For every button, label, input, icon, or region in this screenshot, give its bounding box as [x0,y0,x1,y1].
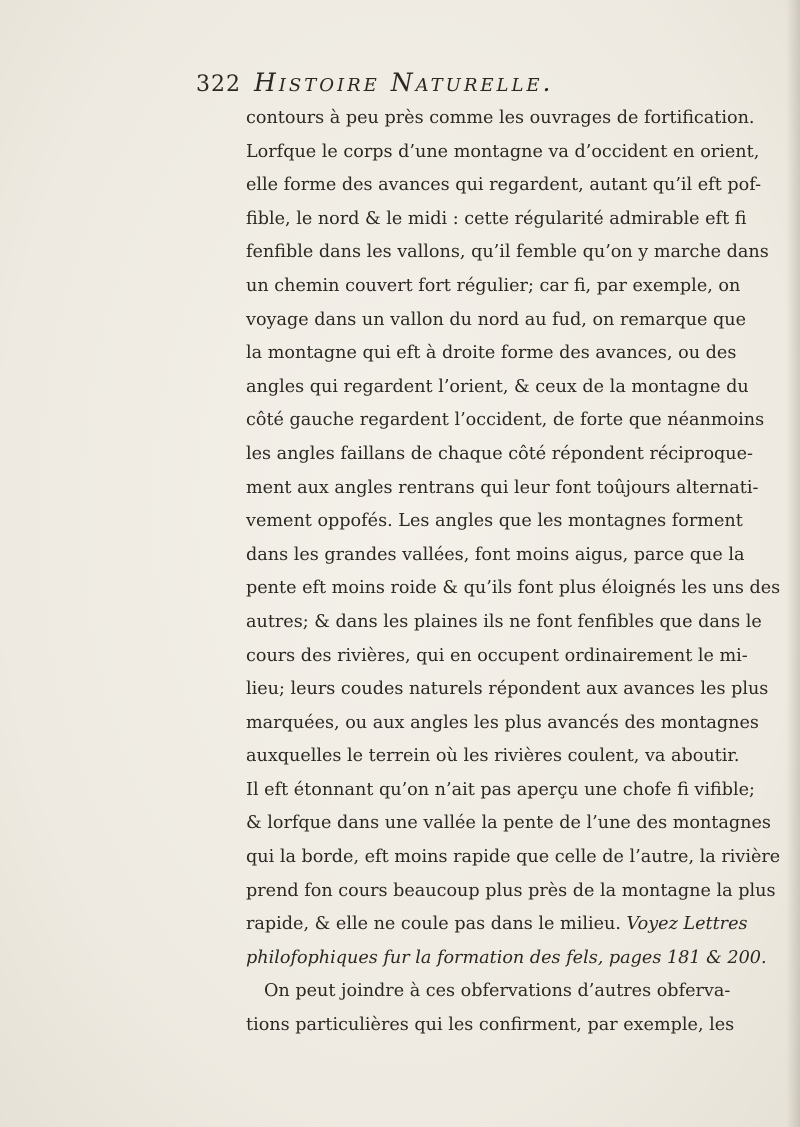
body-text [246,102,781,1043]
text-line: autres; & dans les plaines ils ne font fenfibles que dans le [246,611,762,632]
paragraph-start: On peut joindre à ces obfervations d’autres obferva- [264,981,731,1002]
text-line [246,942,767,976]
text-line: angles qui regardent l’orient, & ceux de la montagne du [246,376,749,397]
text-line: prend fon cours beaucoup plus près de la montagne la plus [246,880,776,901]
text-line: Lorfque le corps d’une montagne va d’occident en orient, [246,141,760,162]
text-line: cours des rivières, qui en occupent ordinairement le mi- [246,645,748,666]
text-line: marquées, ou aux angles les plus avancés des montagnes [246,712,759,733]
text-line: auxquelles le terrein où les rivières coulent, va aboutir. [246,746,740,767]
reference-italic: philofophiques fur la formation des fels, pages 181 & 200. [246,947,767,968]
text-line-prefix: rapide, & elle ne coule pas dans le milieu. [246,914,621,935]
text-line: voyage dans un vallon du nord au fud, on remarque que [246,309,746,330]
text-line: la montagne qui eft à droite forme des avances, ou des [246,343,737,364]
text-line: dans les grandes vallées, font moins aigus, parce que la [246,544,745,565]
text-line: fible, le nord & le midi : cette régularité admirable eft fi [246,208,747,229]
text-line: elle forme des avances qui regardent, autant qu’il eft pof- [246,175,762,196]
text-line [246,1009,735,1043]
text-line: vement oppofés. Les angles que les montagnes forment [246,511,743,532]
reference-italic: Voyez Lettres [626,914,748,935]
text-line [246,975,731,1009]
paragraph-continuation: tions particulières qui les confirment, par exemple, les [246,1015,735,1036]
text-line: un chemin couvert fort régulier; car fi, par exemple, on [246,275,741,296]
text-line: contours à peu près comme les ouvrages de fortification. [246,108,755,128]
text-line: ment aux angles rentrans qui leur font toûjours alternati- [246,477,759,498]
page-number: 322 [196,72,241,97]
text-line: Il eft étonnant qu’on n’ait pas aperçu une chofe fi vifible; [246,779,755,800]
text-line [246,908,748,942]
text-line: qui la borde, eft moins rapide que celle de l’autre, la rivière [246,847,781,868]
text-line: les angles faillans de chaque côté répondent réciproque- [246,443,753,464]
running-header [196,64,676,104]
text-line: & lorfque dans une vallée la pente de l’une des montagnes [246,813,771,834]
page-edge-shadow [786,0,800,1127]
text-line: côté gauche regardent l’occident, de forte que néanmoins [246,410,765,431]
text-line: lieu; leurs coudes naturels répondent aux avances les plus [246,679,769,700]
text-line: fenfible dans les vallons, qu’il femble qu’on y marche dans [246,242,769,263]
text-line: pente eft moins roide & qu’ils font plus éloignés les uns des [246,578,781,599]
running-title: Histoire Naturelle. [254,68,554,97]
